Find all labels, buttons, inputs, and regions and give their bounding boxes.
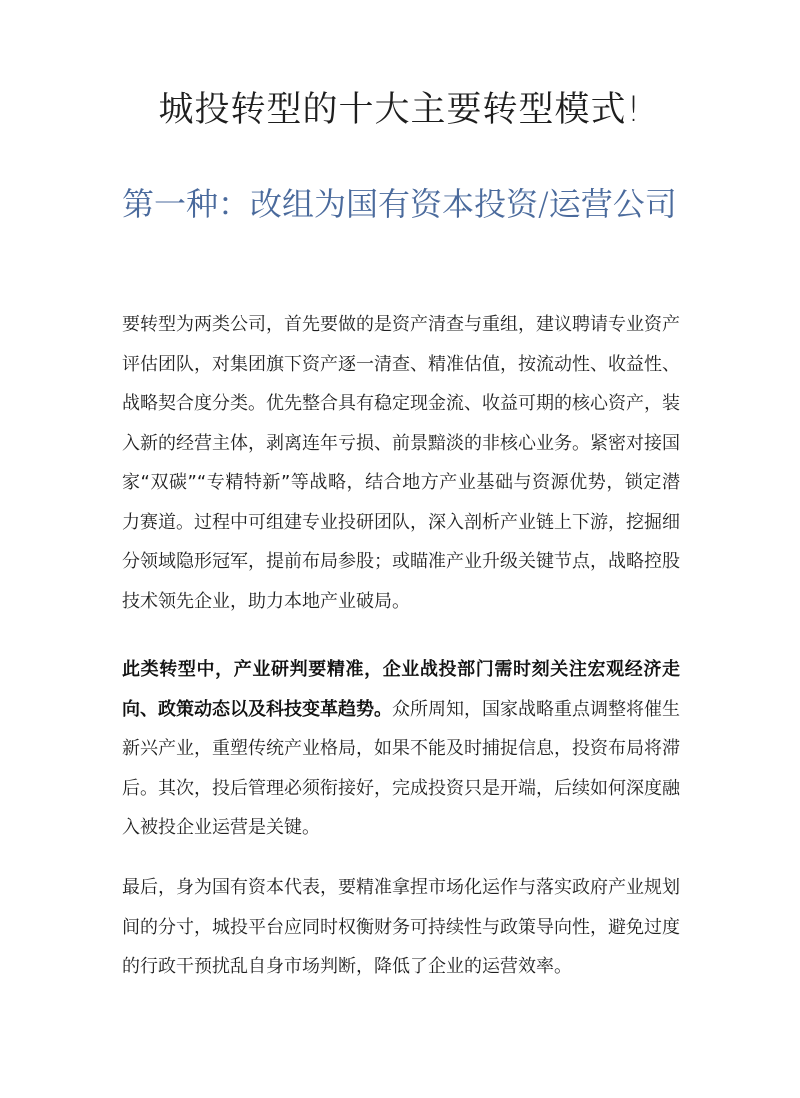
paragraph-2-text: 众所周知，国家战略重点调整将催生新兴产业，重塑传统产业格局，如果不能及时捕捉信息，投资布局将滞后。其次，投后管理必须衔接好，完成投资只是开端，后续如何深度融入被投企业运营是关键。 — [122, 698, 680, 838]
paragraph-1: 要转型为两类公司，首先要做的是资产清查与重组，建议聘请专业资产评估团队，对集团旗下资产逐一清查、精准估值，按流动性、收益性、战略契合度分类。优先整合具有稳定现金流、收益可期的核心资产，装入新的经营主体，剥离连年亏损、前景黯淡的非核心业务。紧密对接国家“双碳”“专精特新”等战略，结合地方产业基础与资源优势，锁定潜力赛道。过程中可组建专业投研团队，深入剖析产业链上下游，挖掘细分领域隐形冠军，提前布局参股；或瞄准产业升级关键节点，战略控股技术领先企业，助力本地产业破局。 — [122, 314, 680, 612]
paragraph-2 — [122, 650, 680, 848]
paragraph-3: 最后，身为国有资本代表，要精准拿捏市场化运作与落实政府产业规划间的分寸，城投平台应同时权衡财务可持续性与政策导向性，避免过度的行政干预扰乱自身市场判断，降低了企业的运营效率。 — [122, 877, 680, 977]
paragraph-2-bold-text: 此类转型中，产业研判要精准，企业战投部门需时刻关注宏观经济走向、政策动态以及科技变革趋势。 — [122, 659, 680, 720]
section-heading: 第一种：改组为国有资本投资/运营公司 — [122, 185, 677, 223]
document-title: 城投转型的十大主要转型模式! — [158, 90, 642, 130]
